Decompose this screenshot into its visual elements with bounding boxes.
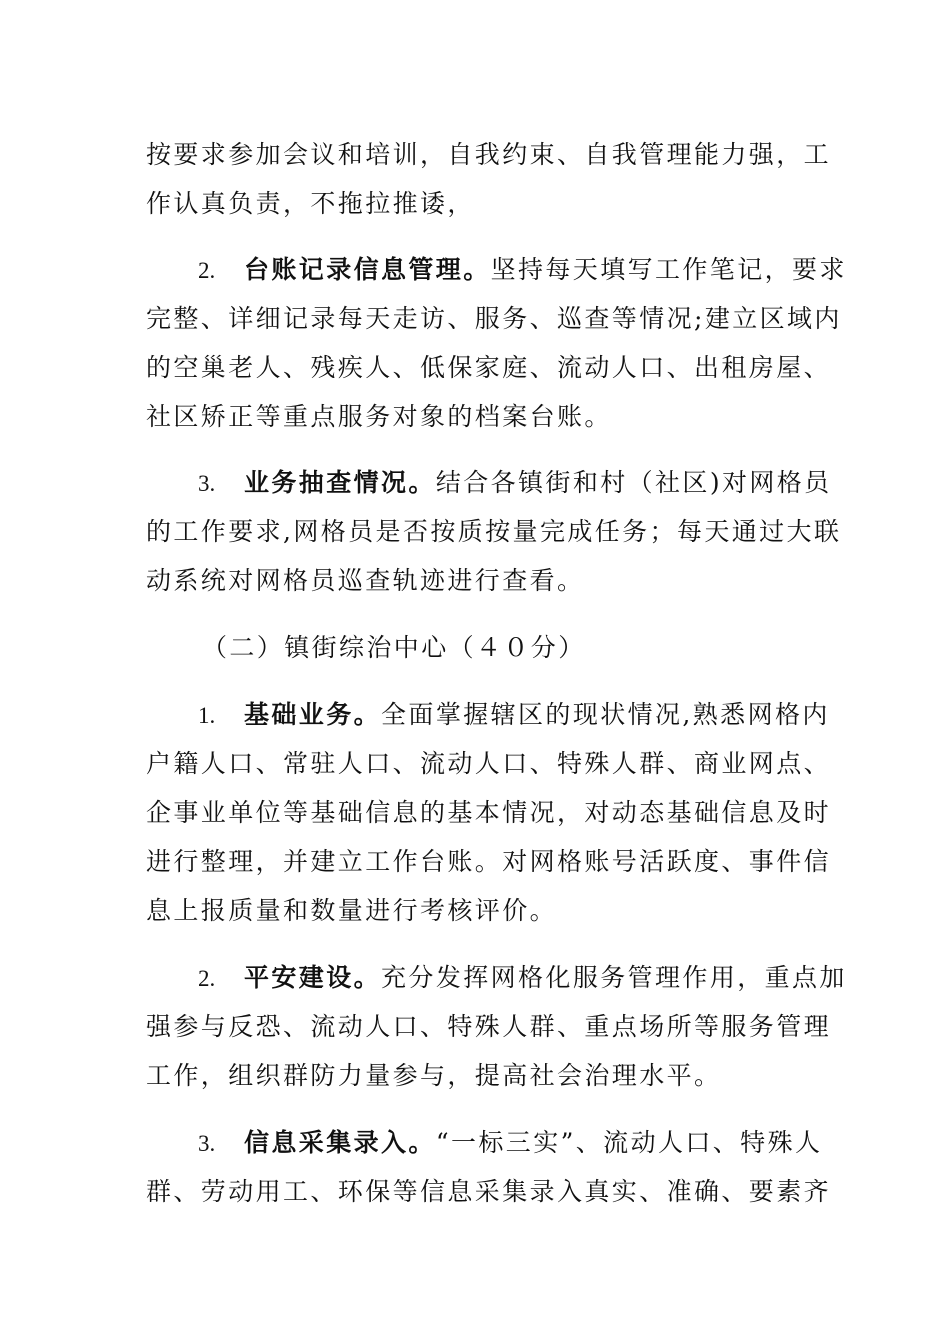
item-text: 充分发挥网格化服务管理作用，重点加 <box>381 963 847 992</box>
item-number: 3. <box>198 471 216 496</box>
text-line: 群、劳动用工、环保等信息采集录入真实、准确、要素齐 <box>146 1177 832 1206</box>
item-text: 结合各镇街和村（社区)对网格员 <box>435 468 832 497</box>
item-heading: 基础业务。 <box>244 700 382 729</box>
text-line: 户籍人口、常驻人口、流动人口、特殊人群、商业网点、 <box>146 749 832 778</box>
text-line: 完整、详细记录每天走访、服务、巡查等情况;建立区域内 <box>146 304 842 333</box>
numbered-item-first-line <box>198 253 847 288</box>
item-heading: 信息采集录入。 <box>244 1128 436 1157</box>
text-line: 作认真负责，不拖拉推诿， <box>146 189 475 218</box>
section-title: （二）镇街综治中心（４０分） <box>202 633 586 662</box>
item-heading: 平安建设。 <box>244 963 382 992</box>
text-line: 按要求参加会议和培训，自我约束、自我管理能力强，工 <box>146 140 832 169</box>
text-line: 进行整理，并建立工作台账。对网格账号活跃度、事件信 <box>146 847 832 876</box>
text-line: 企事业单位等基础信息的基本情况，对动态基础信息及时 <box>146 798 832 827</box>
numbered-item-first-line <box>198 698 830 733</box>
text-line: 的工作要求,网格员是否按质按量完成任务；每天通过大联 <box>146 517 842 546</box>
numbered-item-first-line <box>198 466 832 501</box>
text-line: 社区矫正等重点服务对象的档案台账。 <box>146 402 612 431</box>
item-number: 2. <box>198 966 216 991</box>
item-number: 2. <box>198 258 216 283</box>
text-line: 息上报质量和数量进行考核评价。 <box>146 896 558 925</box>
numbered-item-first-line <box>198 961 847 996</box>
item-heading: 台账记录信息管理。 <box>244 255 491 284</box>
text-line: 动系统对网格员巡查轨迹进行查看。 <box>146 566 585 595</box>
text-line: 的空巢老人、残疾人、低保家庭、流动人口、出租房屋、 <box>146 353 832 382</box>
item-number: 1. <box>198 703 216 728</box>
item-heading: 业务抽查情况。 <box>244 468 436 497</box>
numbered-item-first-line <box>198 1126 822 1161</box>
item-text: 全面掌握辖区的现状情况,熟悉网格内 <box>381 700 830 729</box>
item-text: “一标三实”、流动人口、特殊人 <box>435 1128 823 1157</box>
item-text: 坚持每天填写工作笔记，要求 <box>490 255 847 284</box>
item-number: 3. <box>198 1131 216 1156</box>
text-line: 强参与反恐、流动人口、特殊人群、重点场所等服务管理 <box>146 1012 832 1041</box>
text-line: 工作，组织群防力量参与，提高社会治理水平。 <box>146 1061 722 1090</box>
